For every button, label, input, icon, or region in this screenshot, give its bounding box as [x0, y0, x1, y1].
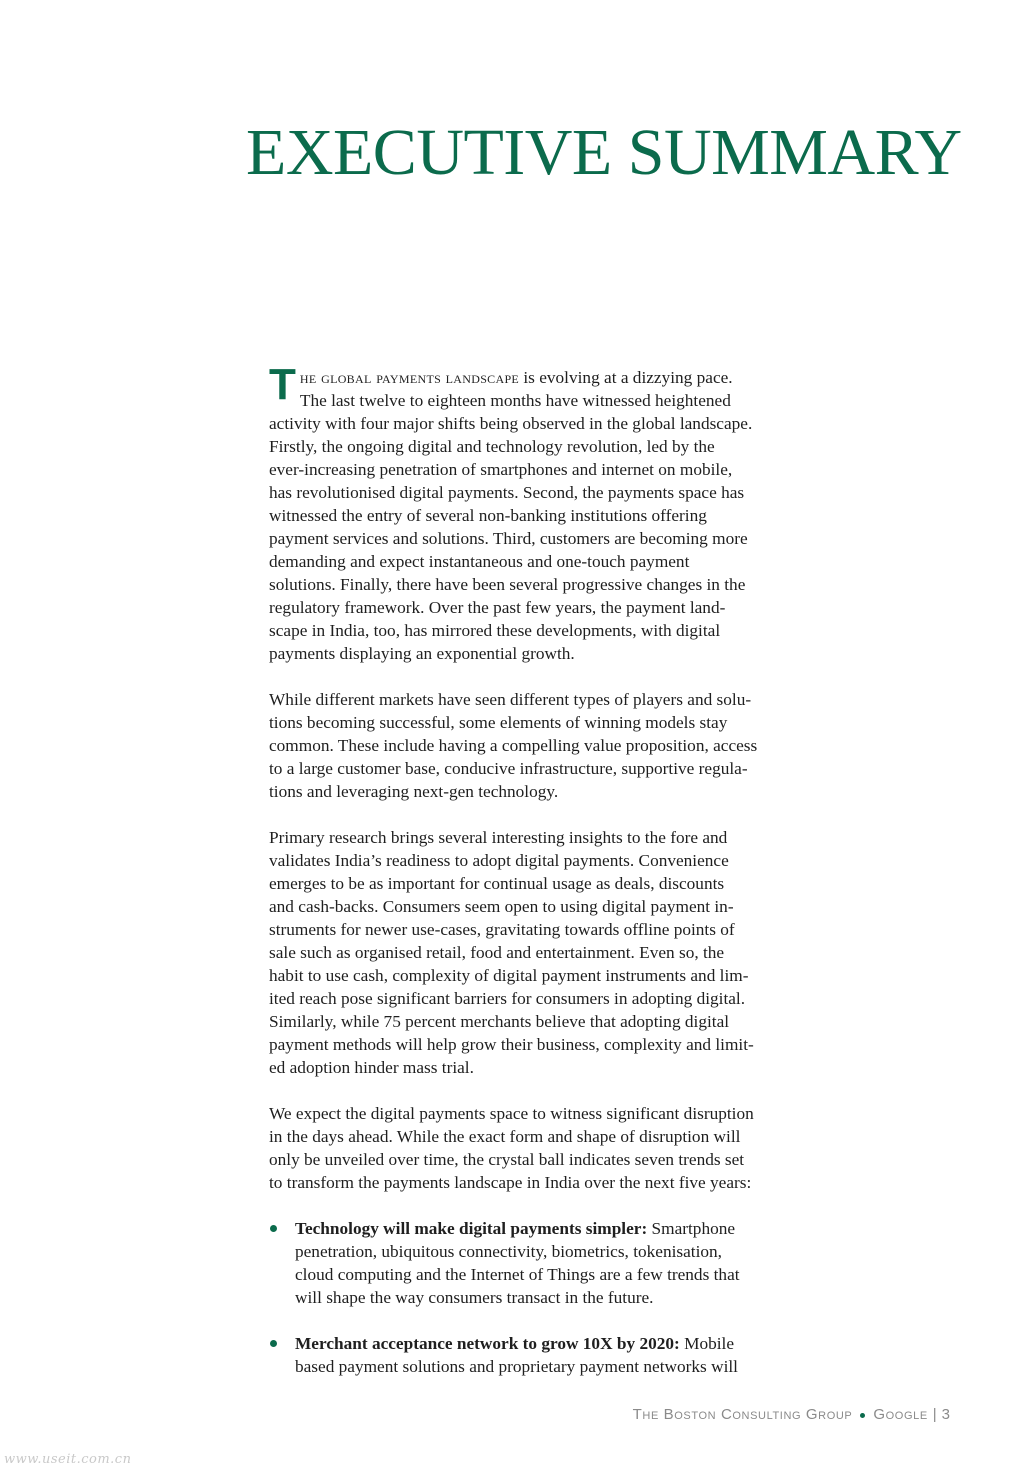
paragraph-line: common. These include having a compelling value proposition, access: [269, 736, 758, 755]
paragraph-line: emerges to be as important for continual usage as deals, discounts: [269, 874, 725, 893]
footer-publisher: The Boston Consulting Group: [632, 1406, 853, 1423]
intro-line: [269, 366, 829, 389]
paragraph-line: ed adoption hinder mass trial.: [269, 1058, 474, 1077]
paragraph-line: in the days ahead. While the exact form and shape of disruption will: [269, 1127, 741, 1146]
intro-line: activity with four major shifts being observed in the global landscape.: [269, 414, 753, 433]
paragraph-line: We expect the digital payments space to witness significant disruption: [269, 1104, 754, 1123]
page-footer: [633, 1406, 950, 1423]
trend-list: [269, 1217, 829, 1378]
page-title: EXECUTIVE SUMMARY: [246, 116, 962, 189]
page-number: 3: [941, 1406, 950, 1423]
bullet-line: [295, 1217, 829, 1240]
footer-bullet-icon: [860, 1413, 865, 1418]
intro-lead-smallcaps: he global payments landscape: [299, 368, 520, 387]
paragraph-line: ited reach pose significant barriers for consumers in adopting digital.: [269, 989, 746, 1008]
bullet-lead: Technology will make digital payments simpler:: [295, 1219, 648, 1238]
bullet-line-text: Mobile: [679, 1334, 735, 1353]
intro-line: solutions. Finally, there have been several progressive changes in the: [269, 575, 746, 594]
list-item: [269, 1332, 829, 1378]
paragraph-2: [269, 688, 829, 803]
bullet-icon: [270, 1340, 277, 1347]
intro-line: regulatory framework. Over the past few years, the payment land-: [269, 598, 726, 617]
paragraph-line: to a large customer base, conducive infrastructure, supportive regula-: [269, 759, 748, 778]
dropcap: T: [269, 360, 296, 409]
paragraph-line: payment methods will help grow their business, complexity and limit-: [269, 1035, 754, 1054]
bullet-line-text: Smartphone: [647, 1219, 736, 1238]
intro-line: The last twelve to eighteen months have witnessed heightened: [299, 391, 731, 410]
footer-client: Google: [873, 1406, 928, 1423]
list-item: [269, 1217, 829, 1309]
bullet-line: penetration, ubiquitous connectivity, biometrics, tokenisation,: [295, 1242, 722, 1261]
paragraph-4: [269, 1102, 829, 1194]
paragraph-line: only be unveiled over time, the crystal ball indicates seven trends set: [269, 1150, 745, 1169]
paragraph-line: Primary research brings several interesting insights to the fore and: [269, 828, 728, 847]
intro-line: witnessed the entry of several non-banking institutions offering: [269, 506, 707, 525]
paragraph-line: tions becoming successful, some elements of winning models stay: [269, 713, 728, 732]
intro-line: ever-increasing penetration of smartphones and internet on mobile,: [269, 460, 733, 479]
intro-line: has revolutionised digital payments. Second, the payments space has: [269, 483, 745, 502]
paragraph-line: sale such as organised retail, food and entertainment. Even so, the: [269, 943, 725, 962]
paragraph-line: and cash-backs. Consumers seem open to using digital payment in-: [269, 897, 734, 916]
intro-line: payment services and solutions. Third, customers are becoming more: [269, 529, 748, 548]
intro-paragraph: [269, 360, 829, 665]
watermark: www.useit.com.cn: [4, 1452, 132, 1467]
paragraph-line: habit to use cash, complexity of digital payment instruments and lim-: [269, 966, 749, 985]
bullet-line: cloud computing and the Internet of Things are a few trends that: [295, 1265, 740, 1284]
intro-line: demanding and expect instantaneous and one-touch payment: [269, 552, 690, 571]
paragraph-line: to transform the payments landscape in India over the next five years:: [269, 1173, 752, 1192]
footer-separator: |: [932, 1406, 937, 1423]
paragraph-line: Similarly, while 75 percent merchants believe that adopting digital: [269, 1012, 730, 1031]
bullet-icon: [270, 1225, 277, 1232]
intro-line: Firstly, the ongoing digital and technology revolution, led by the: [269, 437, 715, 456]
paragraph-line: While different markets have seen different types of players and solu-: [269, 690, 752, 709]
intro-line: payments displaying an exponential growth.: [269, 644, 575, 663]
intro-line: scape in India, too, has mirrored these developments, with digital: [269, 621, 721, 640]
intro-line-text: is evolving at a dizzying pace.: [519, 368, 733, 387]
paragraph-3: [269, 826, 829, 1079]
paragraph-line: struments for newer use-cases, gravitating towards offline points of: [269, 920, 735, 939]
bullet-line: will shape the way consumers transact in the future.: [295, 1288, 654, 1307]
paragraph-line: tions and leveraging next-gen technology.: [269, 782, 559, 801]
bullet-line: [295, 1332, 829, 1355]
paragraph-line: validates India’s readiness to adopt digital payments. Convenience: [269, 851, 729, 870]
bullet-lead: Merchant acceptance network to grow 10X by 2020:: [295, 1334, 680, 1353]
body-text: [269, 360, 829, 1401]
bullet-line: based payment solutions and proprietary payment networks will: [295, 1357, 738, 1376]
